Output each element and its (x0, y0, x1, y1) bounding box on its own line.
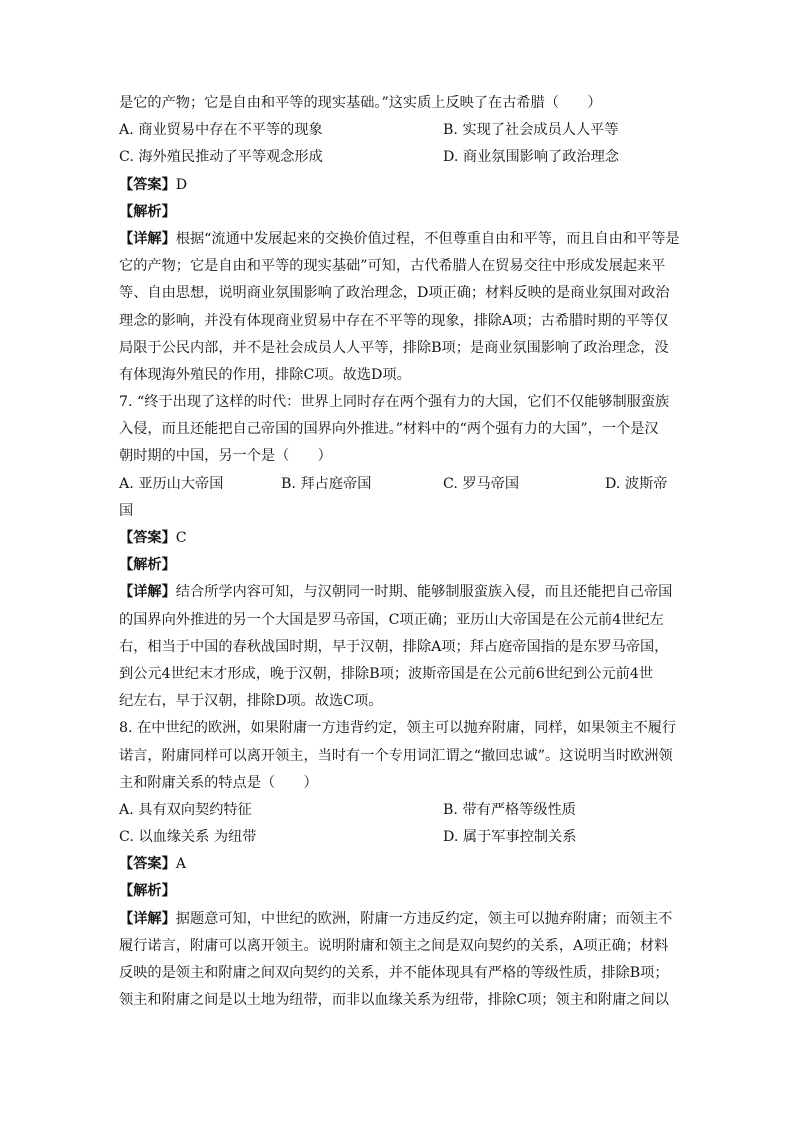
question-7-stem-line: 朝时期的中国，另一个是（ ） (119, 448, 332, 465)
answer-value: D (175, 176, 188, 193)
question-6-detail-line: 等、自由思想，说明商业氛围影响了政治理念，D项正确；材料反映的是商业氛围对政治 (119, 285, 670, 302)
question-8-options-row-1 (119, 797, 675, 824)
question-8-stem-line: 诺言，附庸同样可以离开领主，当时有一个专用词汇谓之“撤回忠诚”。这说明当时欧洲领 (119, 747, 673, 764)
question-8-stem-line: 8. 在中世纪的欧洲，如果附庸一方违背约定，领主可以抛弃附庸，同样，如果领主不履行 (119, 720, 677, 737)
question-8-detail-line: 领主和附庸之间是以土地为纽带，而非以血缘关系为纽带，排除C项；领主和附庸之间以 (119, 992, 669, 1009)
question-8-stem-line: 主和附庸关系的特点是（ ） (119, 774, 318, 791)
question-6-detail-line: 有体现海外殖民的作用，排除C项。故选D项。 (119, 366, 411, 383)
question-6-detail-line: 它的产物；它是自由和平等的现实基础”可知，古代希腊人在贸易交往中形成发展起来平 (119, 258, 666, 275)
question-6-options-row-2 (119, 144, 675, 171)
answer-value: A (175, 856, 187, 873)
option-a: A. 亚历山大帝国 (119, 475, 224, 492)
option-c: C. 罗马帝国 (443, 475, 520, 492)
analysis-tag: 【解析】 (119, 557, 176, 574)
detail-tag: 【详解】 (119, 584, 176, 601)
analysis-tag: 【解析】 (119, 203, 176, 220)
question-8-detail-line: 【详解】据题意可知，中世纪的欧洲，附庸一方违反约定，领主可以抛弃附庸；而领主不 (119, 910, 673, 927)
question-8-answer (119, 851, 675, 878)
document-page (119, 90, 680, 1014)
option-c: C. 以血缘关系 为纽带 (119, 829, 257, 846)
question-7-analysis (119, 552, 675, 579)
detail-tag: 【详解】 (119, 230, 176, 247)
option-d: D. 属于军事控制关系 (443, 829, 577, 846)
question-7-answer (119, 525, 675, 552)
option-d: D. 商业氛围影响了政治理念 (443, 149, 619, 166)
option-a: A. 商业贸易中存在不平等的现象 (119, 122, 323, 139)
question-7-detail-line: 纪左右，早于汉朝，排除D项。故选C项。 (119, 693, 383, 710)
question-7-option-d-wrap: 国 (119, 502, 134, 519)
question-7-detail-line: 右，相当于中国的春秋战国时期，早于汉朝，排除A项；拜占庭帝国指的是东罗马帝国， (119, 638, 669, 655)
option-d: D. 波斯帝 (605, 475, 668, 492)
answer-value: C (175, 530, 187, 546)
question-7-detail-line: 的国界向外推进的另一个大国是罗马帝国，C项正确；亚历山大帝国是在公元前4世纪左 (119, 611, 664, 628)
question-8-detail-line: 履行诺言，附庸可以离开领主。说明附庸和领主之间是双向契约的关系，A项正确；材料 (119, 937, 669, 954)
question-6-answer (119, 172, 675, 199)
answer-tag: 【答案】 (119, 856, 176, 873)
option-a: A. 具有双向契约特征 (119, 801, 252, 818)
question-6-detail-line: 理念的影响，并没有体现商业贸易中存在不平等的现象，排除A项；古希腊时期的平等仅 (119, 312, 669, 329)
question-7-stem-line: 入侵，而且还能把自己帝国的国界向外推进。”材料中的“两个强有力的大国”，一个是汉 (119, 421, 659, 438)
question-7-detail-line: 到公元4世纪末才形成，晚于汉朝，排除B项；波斯帝国是在公元前6世纪到公元前4世 (119, 665, 654, 682)
answer-tag: 【答案】 (119, 530, 176, 546)
question-6-detail-line: 局限于公民内部，并不是社会成员人人平等，排除B项；是商业氛围影响了政治理念，没 (119, 339, 669, 356)
analysis-tag: 【解析】 (119, 883, 176, 900)
question-8-analysis (119, 878, 675, 905)
detail-tag: 【详解】 (119, 910, 176, 927)
question-8-options-row-2 (119, 824, 675, 851)
question-6-stem: 是它的产物；它是自由和平等的现实基础。”这实质上反映了在古希腊（ ） (119, 95, 602, 111)
question-7-detail-line: 【详解】结合所学内容可知，与汉朝同一时期、能够制服蛮族入侵，而且还能把自己帝国 (119, 584, 673, 601)
question-8-detail-line: 反映的是领主和附庸之间双向契约的关系，并不能体现具有严格的等级性质，排除B项； (119, 965, 669, 981)
question-7-options-row (119, 471, 675, 498)
answer-tag: 【答案】 (119, 176, 176, 193)
option-b: B. 带有严格等级性质 (443, 801, 576, 818)
option-b: B. 拜占庭帝国 (281, 475, 372, 492)
question-6-analysis (119, 199, 675, 226)
option-c: C. 海外殖民推动了平等观念形成 (119, 149, 323, 166)
option-b: B. 实现了社会成员人人平等 (443, 122, 619, 139)
question-6-detail-line: 【详解】根据“流通中发展起来的交换价值过程，不但尊重自由和平等，而且自由和平等是 (119, 230, 680, 247)
question-6-options-row-1 (119, 117, 675, 144)
question-7-stem-line: 7. “终于出现了这样的时代：世界上同时存在两个强有力的大国，它们不仅能够制服蛮族 (119, 394, 670, 411)
